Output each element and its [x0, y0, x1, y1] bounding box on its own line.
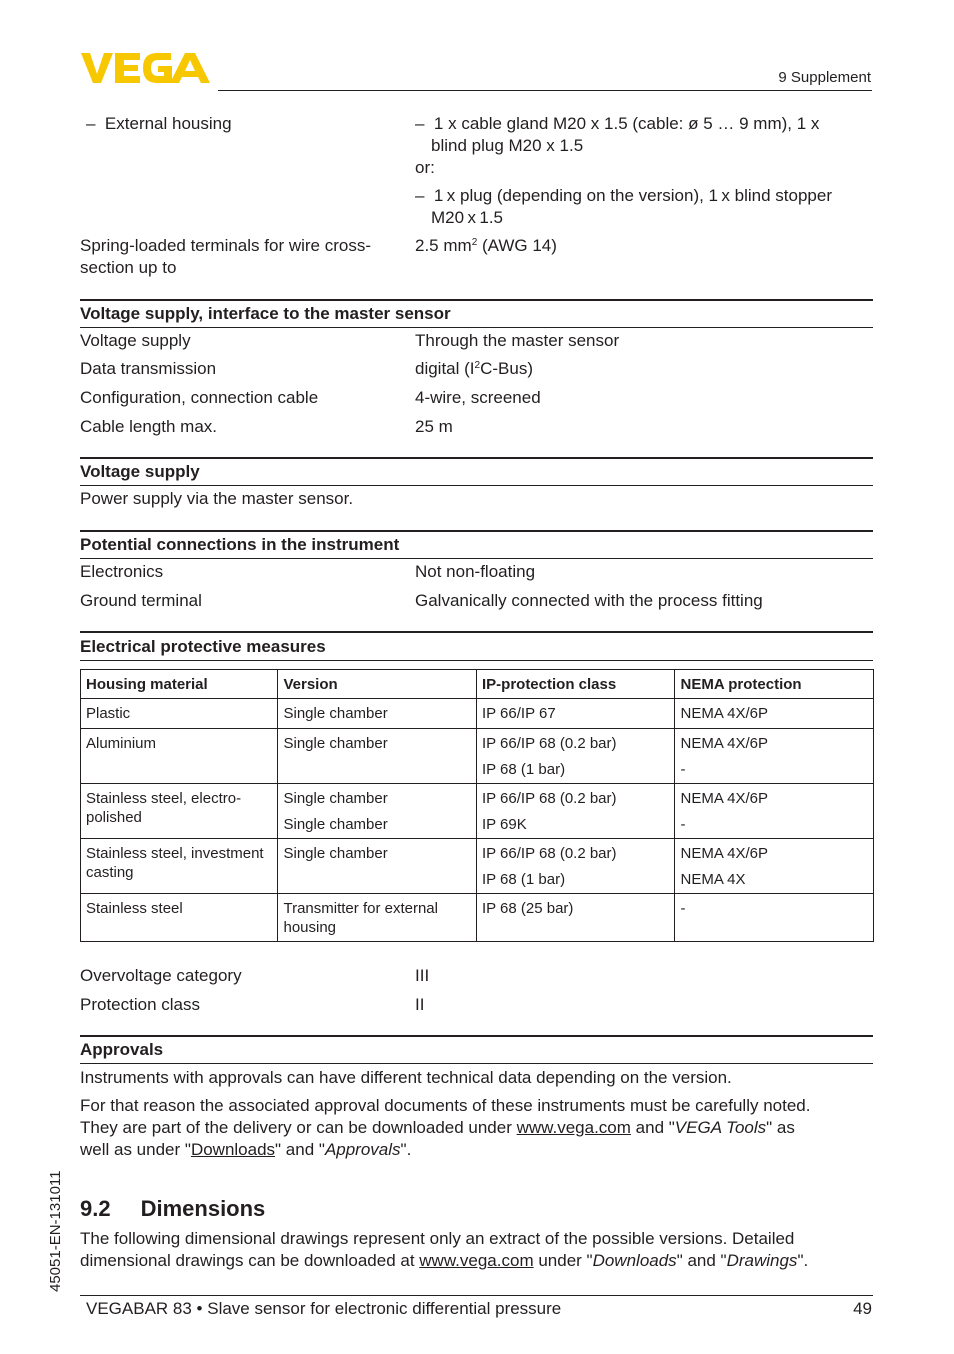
row-value: Not non-floating — [415, 562, 536, 581]
row-label: Overvoltage category — [80, 966, 242, 985]
vega-link[interactable]: www.vega.com — [419, 1251, 534, 1270]
table-cell: IP 68 (25 bar) — [476, 894, 675, 942]
table-cell: Stainless steel, investment casting — [81, 839, 278, 894]
row-label: Configuration, connection cable — [80, 388, 319, 407]
protection-table — [80, 669, 874, 942]
document-code: 45051-EN-131011 — [47, 1170, 64, 1292]
protective-bottom-rule — [80, 660, 873, 661]
external-housing-label: – External housing — [86, 114, 232, 133]
master-top-rule — [80, 299, 873, 301]
vega-link[interactable]: www.vega.com — [516, 1118, 631, 1137]
protective-top-rule — [80, 631, 873, 633]
row-label: Ground terminal — [80, 591, 202, 610]
row-value: 25 m — [415, 417, 453, 436]
row-value: Galvanically connected with the process fitting — [415, 591, 763, 610]
downloads-link[interactable]: Downloads — [190, 1140, 276, 1159]
table-cell: Single chamber — [278, 839, 477, 894]
potential-bottom-rule — [80, 558, 873, 559]
table-cell: NEMA 4X/6P NEMA 4X — [675, 839, 874, 894]
table-cell: IP 66/IP 68 (0.2 bar) IP 68 (1 bar) — [476, 839, 675, 894]
table-cell: Stainless steel, electro-polished — [81, 784, 278, 839]
voltage-top-rule — [80, 457, 873, 459]
table-cell: Stainless steel — [81, 894, 278, 942]
footer-rule — [80, 1295, 873, 1296]
row-label: Protection class — [80, 995, 200, 1014]
table-cell: Single chamber Single chamber — [278, 784, 477, 839]
column-header: Version — [278, 670, 477, 699]
potential-top-rule — [80, 530, 873, 532]
row-value: Through the master sensor — [415, 331, 620, 350]
row-value: digital $(I^2C-Bus)$ — [415, 359, 533, 378]
approvals-top-rule — [80, 1035, 873, 1037]
table-cell: IP 66/IP 67 — [476, 699, 675, 729]
table-row — [81, 894, 874, 942]
row-label: Data transmission — [80, 359, 217, 378]
external-housing-value: – 1 x cable gland M20 x 1.5 (cable: ø 5 … 9 mm), 1 x blind plug M20 x 1.5 or: – 1 x plug (depending on the version), 1 x blind stopper M20 x 1.5 — [415, 114, 832, 227]
row-value: III — [415, 966, 430, 985]
header-rule — [218, 90, 872, 91]
column-header: IP-protection class — [476, 670, 675, 699]
voltage-text: Power supply via the master sensor. — [80, 489, 354, 508]
row-value: 4-wire, screened — [415, 388, 541, 407]
section-label: 9 Supplement — [778, 69, 871, 86]
voltage-bottom-rule — [80, 485, 873, 486]
terminals-label: Spring-loaded terminals for wire cross- section up to — [80, 236, 371, 277]
table-cell: Transmitter for external housing — [278, 894, 477, 942]
row-label: Cable length max. — [80, 417, 218, 436]
approvals-para-2: For that reason the associated approval documents of these instruments must be carefully noted. They are part of the delivery or can be downloaded under www.vega.com and "VEGA Tools" as well as under "Downloads" and "Approvals". — [80, 1096, 811, 1159]
table-header-row — [81, 670, 874, 699]
column-header: NEMA protection — [675, 670, 874, 699]
table-cell: NEMA 4X/6P - — [675, 729, 874, 784]
table-row — [81, 699, 874, 729]
table-cell: Single chamber — [278, 729, 477, 784]
approvals-para-1: Instruments with approvals can have different technical data depending on the version. — [80, 1068, 732, 1087]
vega-logo — [81, 52, 211, 84]
table-cell: NEMA 4X/6P — [675, 699, 874, 729]
table-cell: Aluminium — [81, 729, 278, 784]
table-cell: Plastic — [81, 699, 278, 729]
table-row — [81, 784, 874, 839]
table-cell: NEMA 4X/6P - — [675, 784, 874, 839]
table-row — [81, 729, 874, 784]
potential-heading: Potential connections in the instrument — [80, 535, 400, 554]
table-cell: - — [675, 894, 874, 942]
table-row — [81, 839, 874, 894]
protective-heading: Electrical protective measures — [80, 637, 326, 656]
page-number: 49 — [853, 1299, 872, 1318]
column-header: Housing material — [81, 670, 278, 699]
voltage-heading: Voltage supply — [80, 462, 200, 481]
approvals-heading: Approvals — [80, 1040, 164, 1059]
master-heading: Voltage supply, interface to the master sensor — [80, 304, 451, 323]
terminals-value: 2.5 $mm^2$ (AWG 14) — [415, 236, 557, 255]
approvals-bottom-rule — [80, 1063, 873, 1064]
row-label: Electronics — [80, 562, 164, 581]
row-value: II — [415, 995, 425, 1014]
section-heading: 9.2 Dimensions — [80, 1196, 266, 1221]
footer-title: VEGABAR 83 • Slave sensor for electronic differential pressure — [86, 1299, 562, 1318]
table-cell: IP 66/IP 68 (0.2 bar) IP 69K — [476, 784, 675, 839]
master-bottom-rule — [80, 327, 873, 328]
dimensions-text: The following dimensional drawings represent only an extract of the possible versions. Detailed dimensional drawings can be downloaded at www.vega.com under "Downloads" and "Drawings". — [80, 1229, 809, 1270]
table-cell: Single chamber — [278, 699, 477, 729]
table-cell: IP 66/IP 68 (0.2 bar) IP 68 (1 bar) — [476, 729, 675, 784]
row-label: Voltage supply — [80, 331, 191, 350]
